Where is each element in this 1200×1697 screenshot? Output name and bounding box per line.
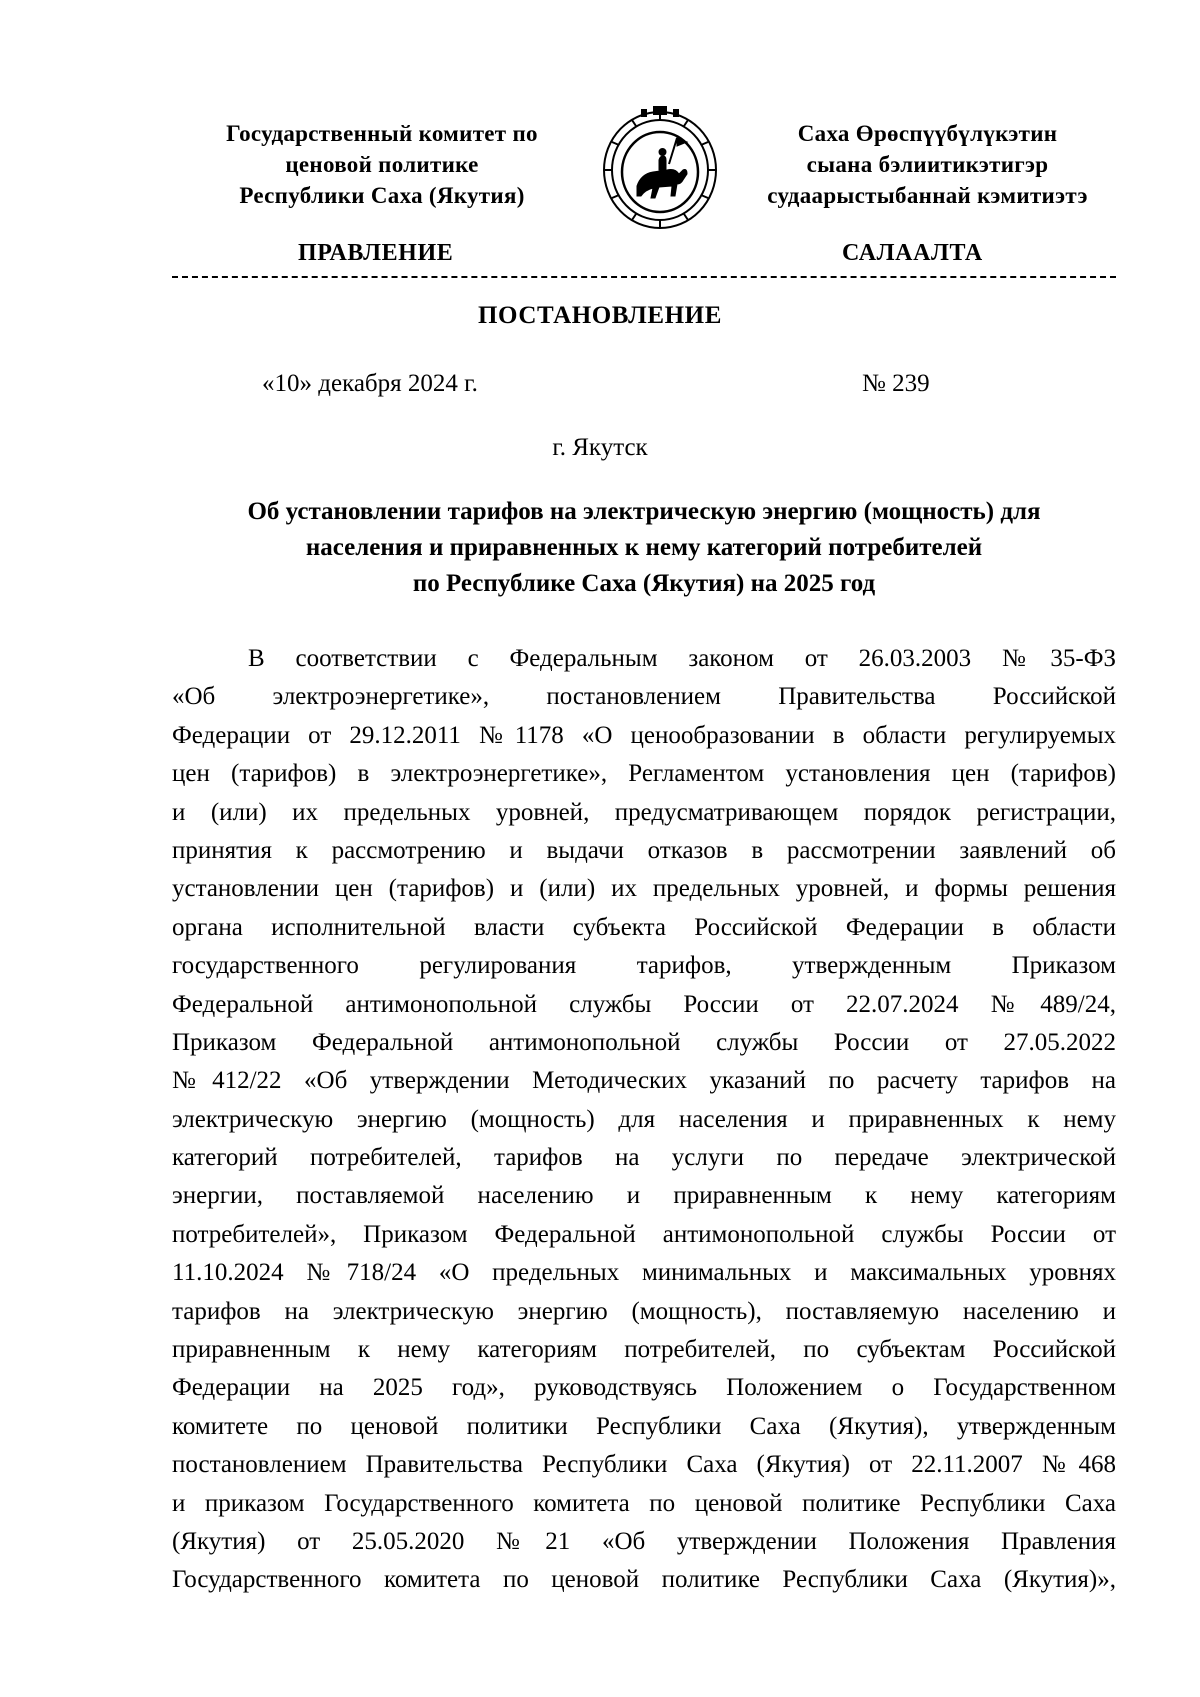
title-line: населения и приравненных к нему категорий потребителей: [305, 534, 983, 561]
body-line: 11.10.2024 №718/24 «О предельных минимальных и максимальных уровнях: [172, 1259, 1116, 1287]
body-line: тарифов на электрическую энергию (мощность), поставляемую населению и: [172, 1297, 1116, 1325]
title-line: Об установлении тарифов на электрическую энергию (мощность) для: [247, 498, 1041, 525]
header-left-line: Государственный комитет по: [226, 121, 538, 146]
document-body: [172, 640, 1116, 1600]
body-line: приравненным к нему категориям потребителей, по субъектам Российской: [172, 1336, 1116, 1364]
body-line: принятия к рассмотрению и выдачи отказов в рассмотрении заявлений об: [172, 836, 1116, 864]
document-city: г. Якутск: [552, 434, 648, 461]
body-line: постановлением Правительства Республики Саха (Якутия) от 22.11.2007 №468: [172, 1451, 1116, 1479]
body-line: В соответствии с Федеральным законом от 26.03.2003 №35-ФЗ: [248, 645, 1116, 672]
body-line: цен (тарифов) в электроэнергетике», Регламентом установления цен (тарифов): [172, 760, 1116, 788]
body-line: государственного регулирования тарифов, утвержденным Приказом: [172, 952, 1116, 980]
document-number: № 239: [862, 370, 930, 397]
body-line: Приказом Федеральной антимонопольной службы России от 27.05.2022: [172, 1028, 1116, 1056]
board-label-sakha: САЛААЛТА: [842, 240, 983, 266]
header-left-line: Республики Саха (Якутия): [239, 183, 525, 208]
body-line: №412/22 «Об утверждении Методических указаний по расчету тарифов на: [172, 1067, 1116, 1095]
document-date: «10» декабря 2024 г.: [262, 370, 478, 397]
body-line: энергии, поставляемой населению и приравненным к нему категориям: [172, 1182, 1116, 1210]
document-type: ПОСТАНОВЛЕНИЕ: [477, 302, 723, 329]
header-left-line: ценовой политике: [285, 152, 479, 177]
body-line: и (или) их предельных уровней, предусматривающем порядок регистрации,: [172, 798, 1116, 826]
body-line: (Якутия) от 25.05.2020 №21 «Об утверждении Положения Правления: [172, 1527, 1116, 1555]
header-right-line: судаарыстыбаннай кэмитиэтэ: [767, 183, 1088, 208]
header-right-line: Саха Өрөспүүбүлүкэтин: [797, 121, 1058, 146]
header-right-org-name: [755, 118, 1100, 211]
body-line: «Об электроэнергетике», постановлением Правительства Российской: [172, 683, 1116, 711]
board-label-ru: ПРАВЛЕНИЕ: [298, 240, 454, 266]
coat-of-arms-icon: [597, 104, 723, 232]
body-line: электрическую энергию (мощность) для населения и приравненных к нему: [172, 1105, 1116, 1133]
body-line: категорий потребителей, тарифов на услуги по передаче электрической: [172, 1144, 1116, 1172]
body-line: комитете по ценовой политики Республики Саха (Якутия), утвержденным: [172, 1412, 1116, 1440]
header-right-line: сыана бэлиитикэтигэр: [806, 152, 1049, 177]
body-line: потребителей», Приказом Федеральной антимонопольной службы России от: [172, 1220, 1116, 1248]
header-left-org-name: [182, 118, 582, 211]
title-line: по Республике Саха (Якутия) на 2025 год: [412, 570, 876, 597]
body-line: Федеральной антимонопольной службы России от 22.07.2024 №489/24,: [172, 990, 1116, 1018]
body-line: установлении цен (тарифов) и (или) их предельных уровней, и формы решения: [172, 875, 1116, 903]
body-line: Федерации от 29.12.2011 №1178 «О ценообразовании в области регулируемых: [172, 721, 1116, 749]
document-title: [172, 494, 1116, 602]
dashed-divider: [172, 276, 1116, 278]
body-line: Государственного комитета по ценовой политике Республики Саха (Якутия)»,: [172, 1566, 1116, 1594]
body-line: Федерации на 2025 год», руководствуясь Положением о Государственном: [172, 1374, 1116, 1402]
body-line: органа исполнительной власти субъекта Российской Федерации в области: [172, 913, 1116, 941]
body-line: и приказом Государственного комитета по ценовой политике Республики Саха: [172, 1489, 1116, 1517]
